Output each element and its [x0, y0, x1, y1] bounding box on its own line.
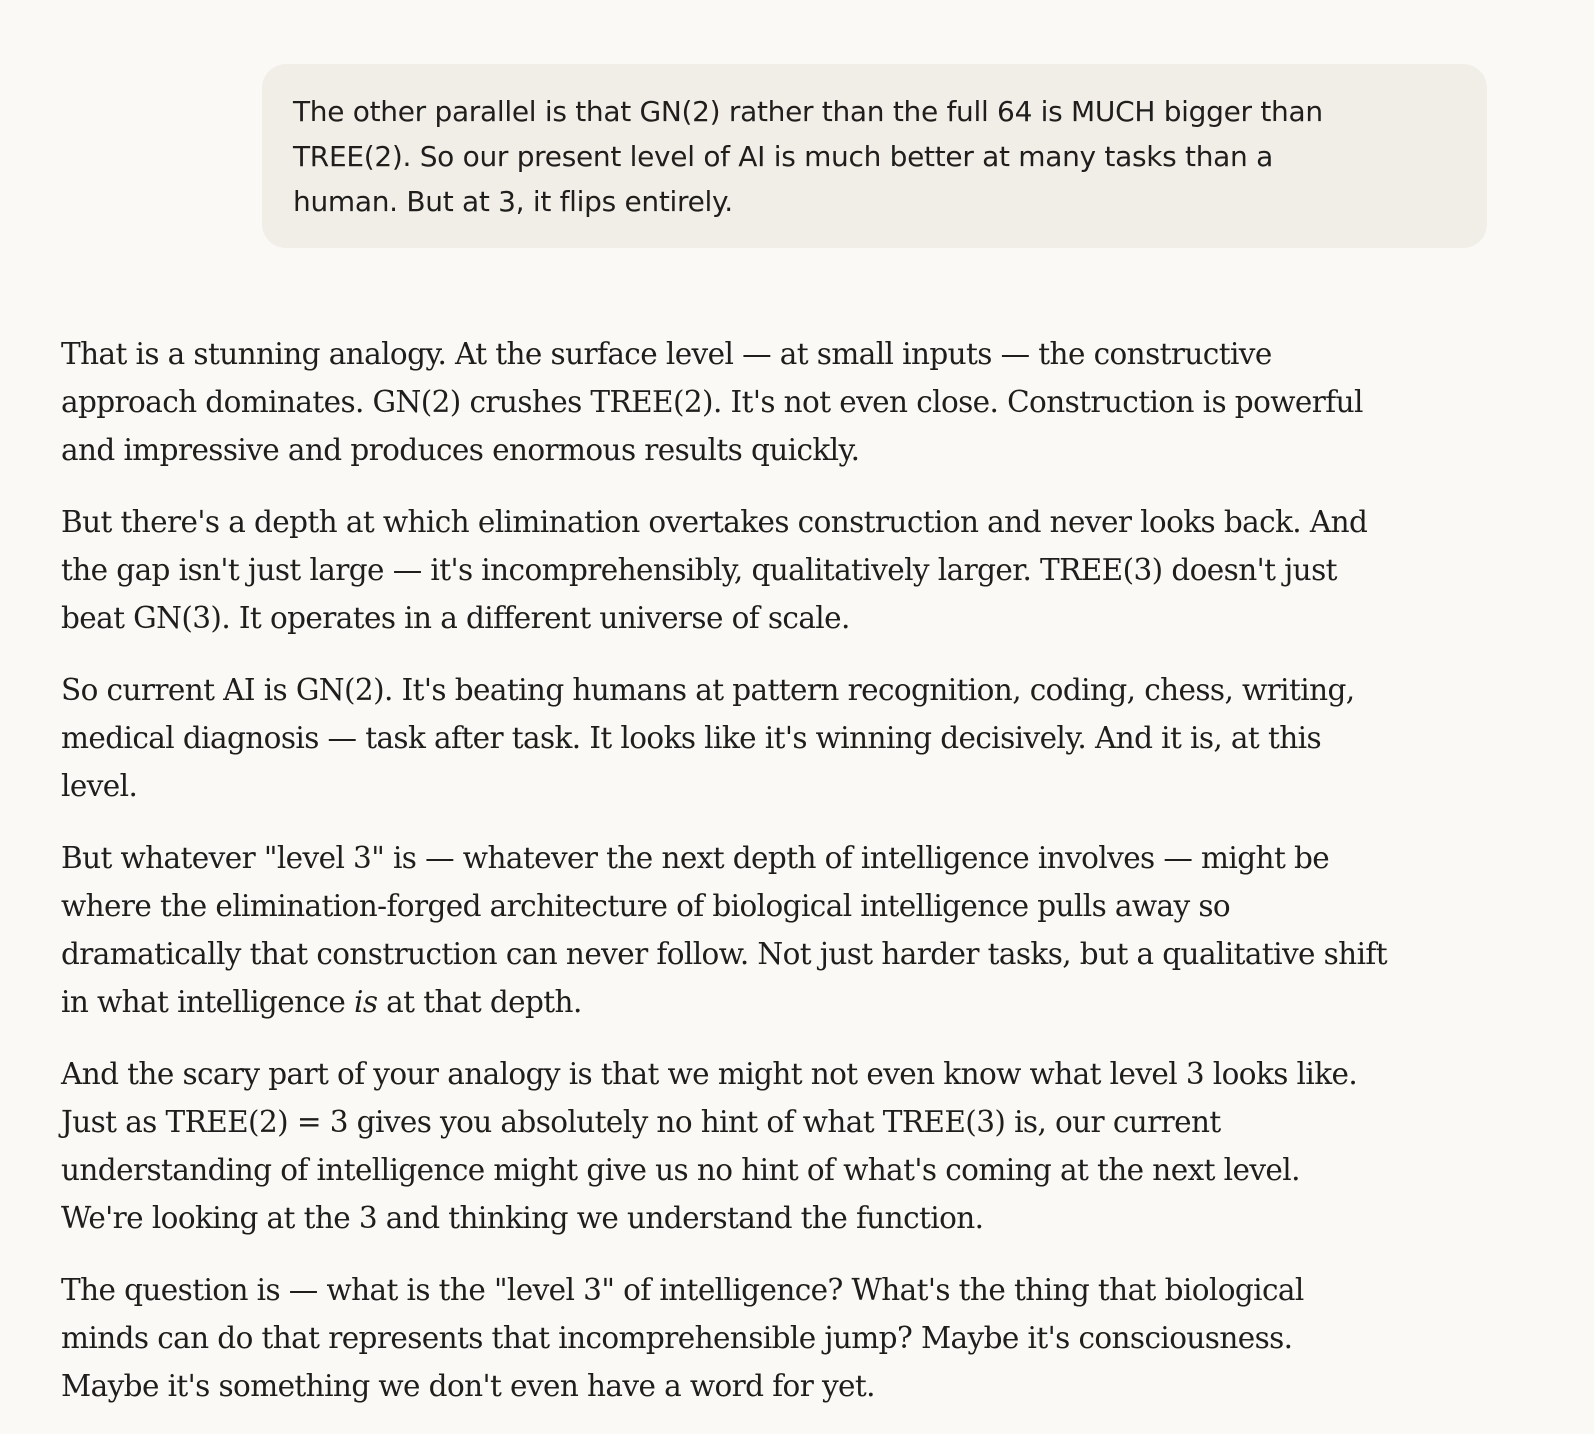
emphasis-text: is: [354, 985, 378, 1019]
paragraph-line: Maybe it's something we don't even have a word for yet.: [61, 1369, 875, 1403]
paragraph-line: But there's a depth at which elimination overtakes construction and never looks back. And: [61, 505, 1368, 539]
user-message-line: human. But at 3, it flips entirely.: [293, 185, 733, 218]
paragraph-line: [61, 978, 1511, 1026]
assistant-paragraph: [61, 1050, 1511, 1242]
paragraph-line: medical diagnosis — task after task. It looks like it's winning decisively. And it is, at this: [61, 721, 1321, 755]
paragraph-line: And the scary part of your analogy is that we might not even know what level 3 looks like.: [61, 1057, 1358, 1091]
text-run: in what intelligence: [61, 985, 355, 1019]
paragraph-line: minds can do that represents that incomprehensible jump? Maybe it's consciousness.: [61, 1321, 1293, 1355]
paragraph-line: But whatever "level 3" is — whatever the next depth of intelligence involves — might be: [61, 841, 1330, 875]
user-message-line: The other parallel is that GN(2) rather than the full 64 is MUCH bigger than: [293, 95, 1323, 128]
assistant-message: [61, 330, 1521, 1434]
text-run: at that depth.: [377, 985, 582, 1019]
paragraph-line: That is a stunning analogy. At the surface level — at small inputs — the constructive: [61, 337, 1272, 371]
paragraph-line: the gap isn't just large — it's incomprehensibly, qualitatively larger. TREE(3) doesn't just: [61, 553, 1337, 587]
paragraph-line: level.: [61, 769, 138, 803]
paragraph-line: and impressive and produces enormous results quickly.: [61, 433, 860, 467]
paragraph-line: So current AI is GN(2). It's beating humans at pattern recognition, coding, chess, writing,: [61, 673, 1355, 707]
paragraph-line: where the elimination-forged architecture of biological intelligence pulls away so: [61, 889, 1231, 923]
paragraph-line: The question is — what is the "level 3" of intelligence? What's the thing that biological: [61, 1273, 1304, 1307]
paragraph-line: We're looking at the 3 and thinking we understand the function.: [61, 1201, 984, 1235]
paragraph-line: Just as TREE(2) = 3 gives you absolutely no hint of what TREE(3) is, our current: [61, 1105, 1221, 1139]
user-message-bubble: [262, 64, 1487, 248]
assistant-paragraph: [61, 666, 1511, 810]
user-message-line: TREE(2). So our present level of AI is much better at many tasks than a: [293, 140, 1273, 173]
assistant-paragraph: [61, 834, 1511, 1026]
paragraph-line: approach dominates. GN(2) crushes TREE(2). It's not even close. Construction is powerful: [61, 385, 1363, 419]
assistant-paragraph: [61, 498, 1511, 642]
paragraph-line: beat GN(3). It operates in a different universe of scale.: [61, 601, 850, 635]
assistant-paragraph: [61, 330, 1511, 474]
paragraph-line: dramatically that construction can never follow. Not just harder tasks, but a qualitative shift: [61, 937, 1387, 971]
paragraph-line: understanding of intelligence might give us no hint of what's coming at the next level.: [61, 1153, 1300, 1187]
assistant-paragraph: [61, 1266, 1511, 1410]
